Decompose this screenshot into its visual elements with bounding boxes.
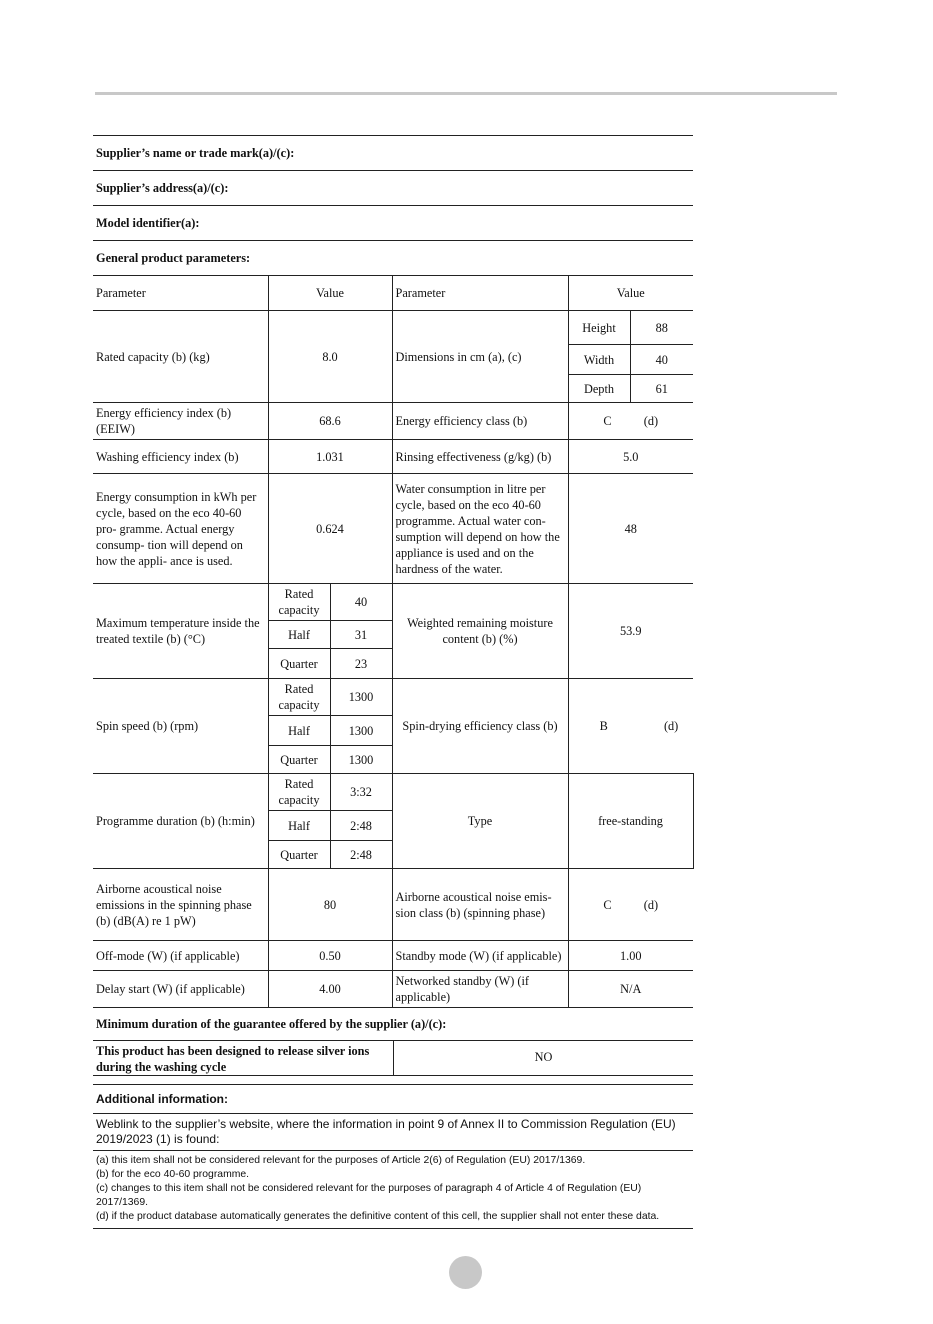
energy-class-note: (d) — [643, 414, 659, 428]
table-row — [93, 1008, 693, 1040]
noise-class-label: Airborne acoustical noise emis- sion class (b) (spinning phase) — [392, 869, 568, 941]
guarantee-row: Minimum duration of the guarantee offered by the supplier (a)/(c): — [93, 1008, 693, 1040]
table-row — [93, 311, 693, 345]
table-row — [93, 584, 693, 621]
energy-consumption-value: 0.624 — [268, 474, 392, 584]
rated-capacity-label: Rated capacity (b) (kg) — [93, 311, 268, 403]
col-parameter-right: Parameter — [392, 276, 568, 311]
type-label: Type — [392, 774, 568, 869]
rinsing-label: Rinsing effectiveness (g/kg) (b) — [392, 440, 568, 474]
spin-half-value: 1300 — [330, 716, 392, 746]
general-params-heading: General product parameters: — [93, 240, 693, 275]
rinsing-value: 5.0 — [568, 440, 693, 474]
duration-quarter-value: 2:48 — [330, 841, 392, 869]
table-row — [93, 869, 693, 941]
water-consumption-value: 48 — [568, 474, 693, 584]
page-number-dot — [449, 1256, 482, 1289]
moisture-label: Weighted remaining moisture content (b) (%) — [392, 584, 568, 679]
moisture-value: 53.9 — [568, 584, 693, 679]
silver-ions-label: This product has been designed to release silver ions during the washing cycle — [96, 1043, 370, 1074]
spin-class-value: B — [599, 719, 608, 733]
energy-class-label: Energy efficiency class (b) — [392, 403, 568, 440]
footnote: (a) this item shall not be considered relevant for the purposes of Article 2(6) of Regulation (EU) 2017/1369. — [96, 1154, 586, 1166]
spin-rated-label: Rated capacity — [268, 679, 330, 716]
table-row — [93, 941, 693, 971]
noise-class-value: C — [603, 897, 612, 912]
product-information-sheet — [93, 135, 693, 1229]
duration-half-label: Half — [268, 811, 330, 841]
duration-rated-label: Rated capacity — [268, 774, 330, 811]
off-mode-value: 0.50 — [268, 941, 392, 971]
silver-ions-value: NO — [393, 1041, 693, 1075]
col-value-left: Value — [268, 276, 392, 311]
max-temp-rated-value: 40 — [330, 584, 392, 621]
supplier-name-row: Supplier’s name or trade mark(a)/(c): — [93, 135, 693, 170]
dimensions-label: Dimensions in cm (a), (c) — [392, 311, 568, 403]
max-temp-label: Maximum temperature inside the treated textile (b) (°C) — [93, 584, 268, 679]
top-rule — [95, 92, 837, 95]
footnotes — [93, 1151, 693, 1229]
spin-rated-value: 1300 — [330, 679, 392, 716]
spin-class-note: (d) — [663, 719, 679, 733]
spin-quarter-value: 1300 — [330, 746, 392, 774]
spin-class-cell — [568, 679, 693, 774]
footnote: (b) for the eco 40-60 programme. — [96, 1168, 250, 1180]
depth-value: 61 — [630, 375, 693, 403]
noise-class-note: (d) — [643, 897, 659, 912]
max-temp-quarter-value: 23 — [330, 649, 392, 679]
model-identifier-row: Model identifier(a): — [93, 205, 693, 240]
delay-value: 4.00 — [268, 971, 392, 1008]
off-mode-label: Off-mode (W) (if applicable) — [93, 941, 268, 971]
additional-info-heading: Additional information: — [93, 1084, 693, 1114]
rated-capacity-value: 8.0 — [268, 311, 392, 403]
energy-class-cell — [568, 403, 693, 440]
height-label: Height — [568, 311, 630, 345]
max-temp-half-label: Half — [268, 621, 330, 649]
standby-label: Standby mode (W) (if applicable) — [392, 941, 568, 971]
footnote: (d) if the product database automatically generates the definitive content of this cell, the supplier shall not enter these data. — [96, 1210, 660, 1222]
networked-value: N/A — [568, 971, 693, 1008]
table-row — [93, 774, 693, 811]
energy-class-value: C — [603, 414, 612, 428]
table-header-row — [93, 276, 693, 311]
supplier-address-row: Supplier’s address(a)/(c): — [93, 170, 693, 205]
washing-index-label: Washing efficiency index (b) — [93, 440, 268, 474]
noise-class-cell — [568, 869, 693, 941]
height-value: 88 — [630, 311, 693, 345]
spin-class-label: Spin-drying efficiency class (b) — [392, 679, 568, 774]
col-value-right: Value — [568, 276, 693, 311]
table-row — [93, 679, 693, 716]
max-temp-quarter-label: Quarter — [268, 649, 330, 679]
washing-index-value: 1.031 — [268, 440, 392, 474]
table-row — [93, 971, 693, 1008]
parameters-table — [93, 275, 694, 1040]
table-row — [93, 403, 693, 440]
silver-ions-row — [93, 1040, 693, 1076]
water-consumption-label: Water consumption in litre per cycle, based on the eco 40-60 programme. Actual water con- sumption will depend on how the appliance is used and on the hardness of the water. — [392, 474, 568, 584]
depth-label: Depth — [568, 375, 630, 403]
col-parameter-left: Parameter — [93, 276, 268, 311]
eei-value: 68.6 — [268, 403, 392, 440]
networked-label: Networked standby (W) (if applicable) — [392, 971, 568, 1008]
standby-value: 1.00 — [568, 941, 693, 971]
noise-value: 80 — [268, 869, 392, 941]
duration-half-value: 2:48 — [330, 811, 392, 841]
width-label: Width — [568, 345, 630, 375]
delay-label: Delay start (W) (if applicable) — [93, 971, 268, 1008]
type-value: free-standing — [568, 774, 693, 869]
spin-half-label: Half — [268, 716, 330, 746]
duration-rated-value: 3:32 — [330, 774, 392, 811]
table-row — [93, 474, 693, 584]
footnote: (c) changes to this item shall not be considered relevant for the purposes of paragraph 4 of Article 4 of Regulation (EU) 2017/1369. — [96, 1182, 642, 1208]
duration-label: Programme duration (b) (h:min) — [93, 774, 268, 869]
table-row — [93, 440, 693, 474]
duration-quarter-label: Quarter — [268, 841, 330, 869]
max-temp-half-value: 31 — [330, 621, 392, 649]
spin-speed-label: Spin speed (b) (rpm) — [93, 679, 268, 774]
energy-consumption-label: Energy consumption in kWh per cycle, based on the eco 40-60 pro- gramme. Actual energy consump- tion will depend on how the appli- ance is used. — [93, 474, 268, 584]
eei-label: Energy efficiency index (b) (EEIW) — [93, 403, 268, 440]
noise-label: Airborne acoustical noise emissions in the spinning phase (b) (dB(A) re 1 pW) — [93, 869, 268, 941]
spin-quarter-label: Quarter — [268, 746, 330, 774]
width-value: 40 — [630, 345, 693, 375]
max-temp-rated-label: Rated capacity — [268, 584, 330, 621]
weblink-text: Weblink to the supplier’s website, where the information in point 9 of Annex II to Commission Regulation (EU) 2019/2023 (1) is found: — [93, 1114, 693, 1151]
